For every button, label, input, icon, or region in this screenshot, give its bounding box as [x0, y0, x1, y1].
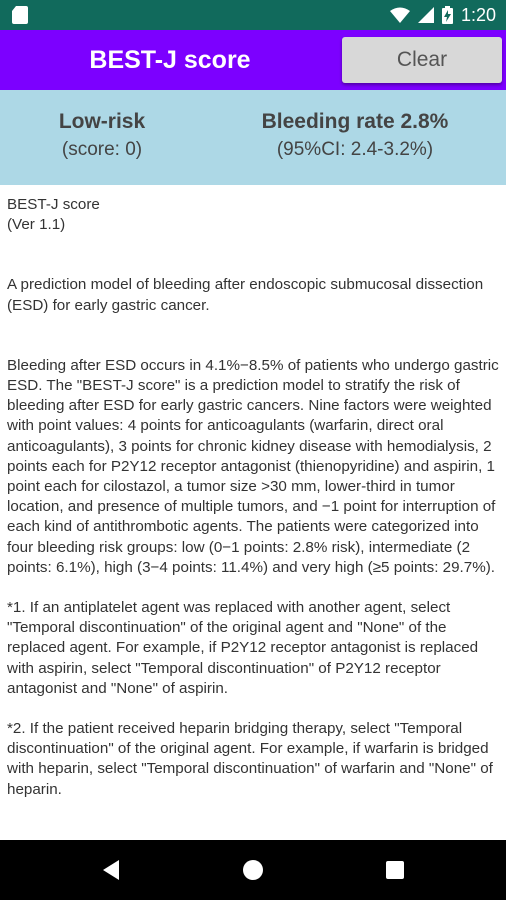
risk-label: Low-risk [58, 110, 146, 133]
home-button[interactable] [213, 840, 293, 900]
status-icons [390, 0, 496, 30]
app-bar [0, 30, 506, 90]
clear-button[interactable]: Clear [342, 37, 502, 83]
risk-summary [28, 108, 176, 164]
confidence-interval: (95%CI: 2.4-3.2%) [276, 139, 434, 160]
content-heading: BEST-J score [7, 196, 100, 213]
description-scroll[interactable] [7, 195, 499, 840]
signal-icon [418, 7, 434, 23]
navigation-bar [0, 840, 506, 900]
battery-charging-icon [442, 6, 453, 24]
description-text: Bleeding after ESD occurs in 4.1%−8.5% of patients who undergo gastric ESD. The "BEST-J score" is a prediction model to stratify the risk of bleeding after ESD for early gastric cancers. Nine factors were weighted with point values: 4 points for anticoagulants (warfarin, direct oral anticoagulants), 3 points for chronic kidney disease with hemodialysis, 2 points each for P2Y12 receptor antagonist (thienopyridine) and aspirin, 1 point each for cilostazol, a tumor size >30 mm, lower-third in tumor location, and presence of multiple tumors, and −1 point for interruption of each kind of antithrombotic agents. The patients were categorized into four bleeding risk groups: low (0−1 points: 2.8% risk), intermediate (2 points: 6.1%), high (3−4 points: 11.4%) and very high (≥5 points: 29.7%). [7, 356, 499, 576]
score-text: (score: 0) [61, 139, 143, 160]
recents-button[interactable] [355, 840, 435, 900]
sd-card-icon [12, 6, 28, 24]
bleeding-rate: Bleeding rate 2.8% [261, 110, 449, 133]
status-time: 1:20 [460, 4, 496, 25]
bleeding-summary [246, 108, 464, 164]
result-panel [0, 90, 506, 185]
home-icon [242, 859, 264, 881]
back-button[interactable] [71, 840, 151, 900]
summary-text: A prediction model of bleeding after endoscopic submucosal dissection (ESD) for early gastric cancer. [7, 276, 484, 314]
recents-icon [386, 861, 404, 879]
back-icon [101, 859, 121, 881]
status-bar [0, 0, 506, 30]
app-title: BEST-J score [89, 46, 251, 74]
version-text: (Ver 1.1) [7, 216, 66, 234]
wifi-icon [390, 7, 410, 23]
note-2: *2. If the patient received heparin bridging therapy, select "Temporal discontinuation" of the original agent. For example, if warfarin is bridged with heparin, select "Temporal discontinuation" of warfarin and "None" of heparin. [7, 720, 493, 798]
note-1: *1. If an antiplatelet agent was replaced with another agent, select "Temporal discontinuation" of the original agent and "None" of the replaced agent. For example, if P2Y12 receptor antagonist is replaced with aspirin, select "Temporal discontinuation" of P2Y12 receptor antagonist and "None" of aspirin. [7, 599, 479, 697]
